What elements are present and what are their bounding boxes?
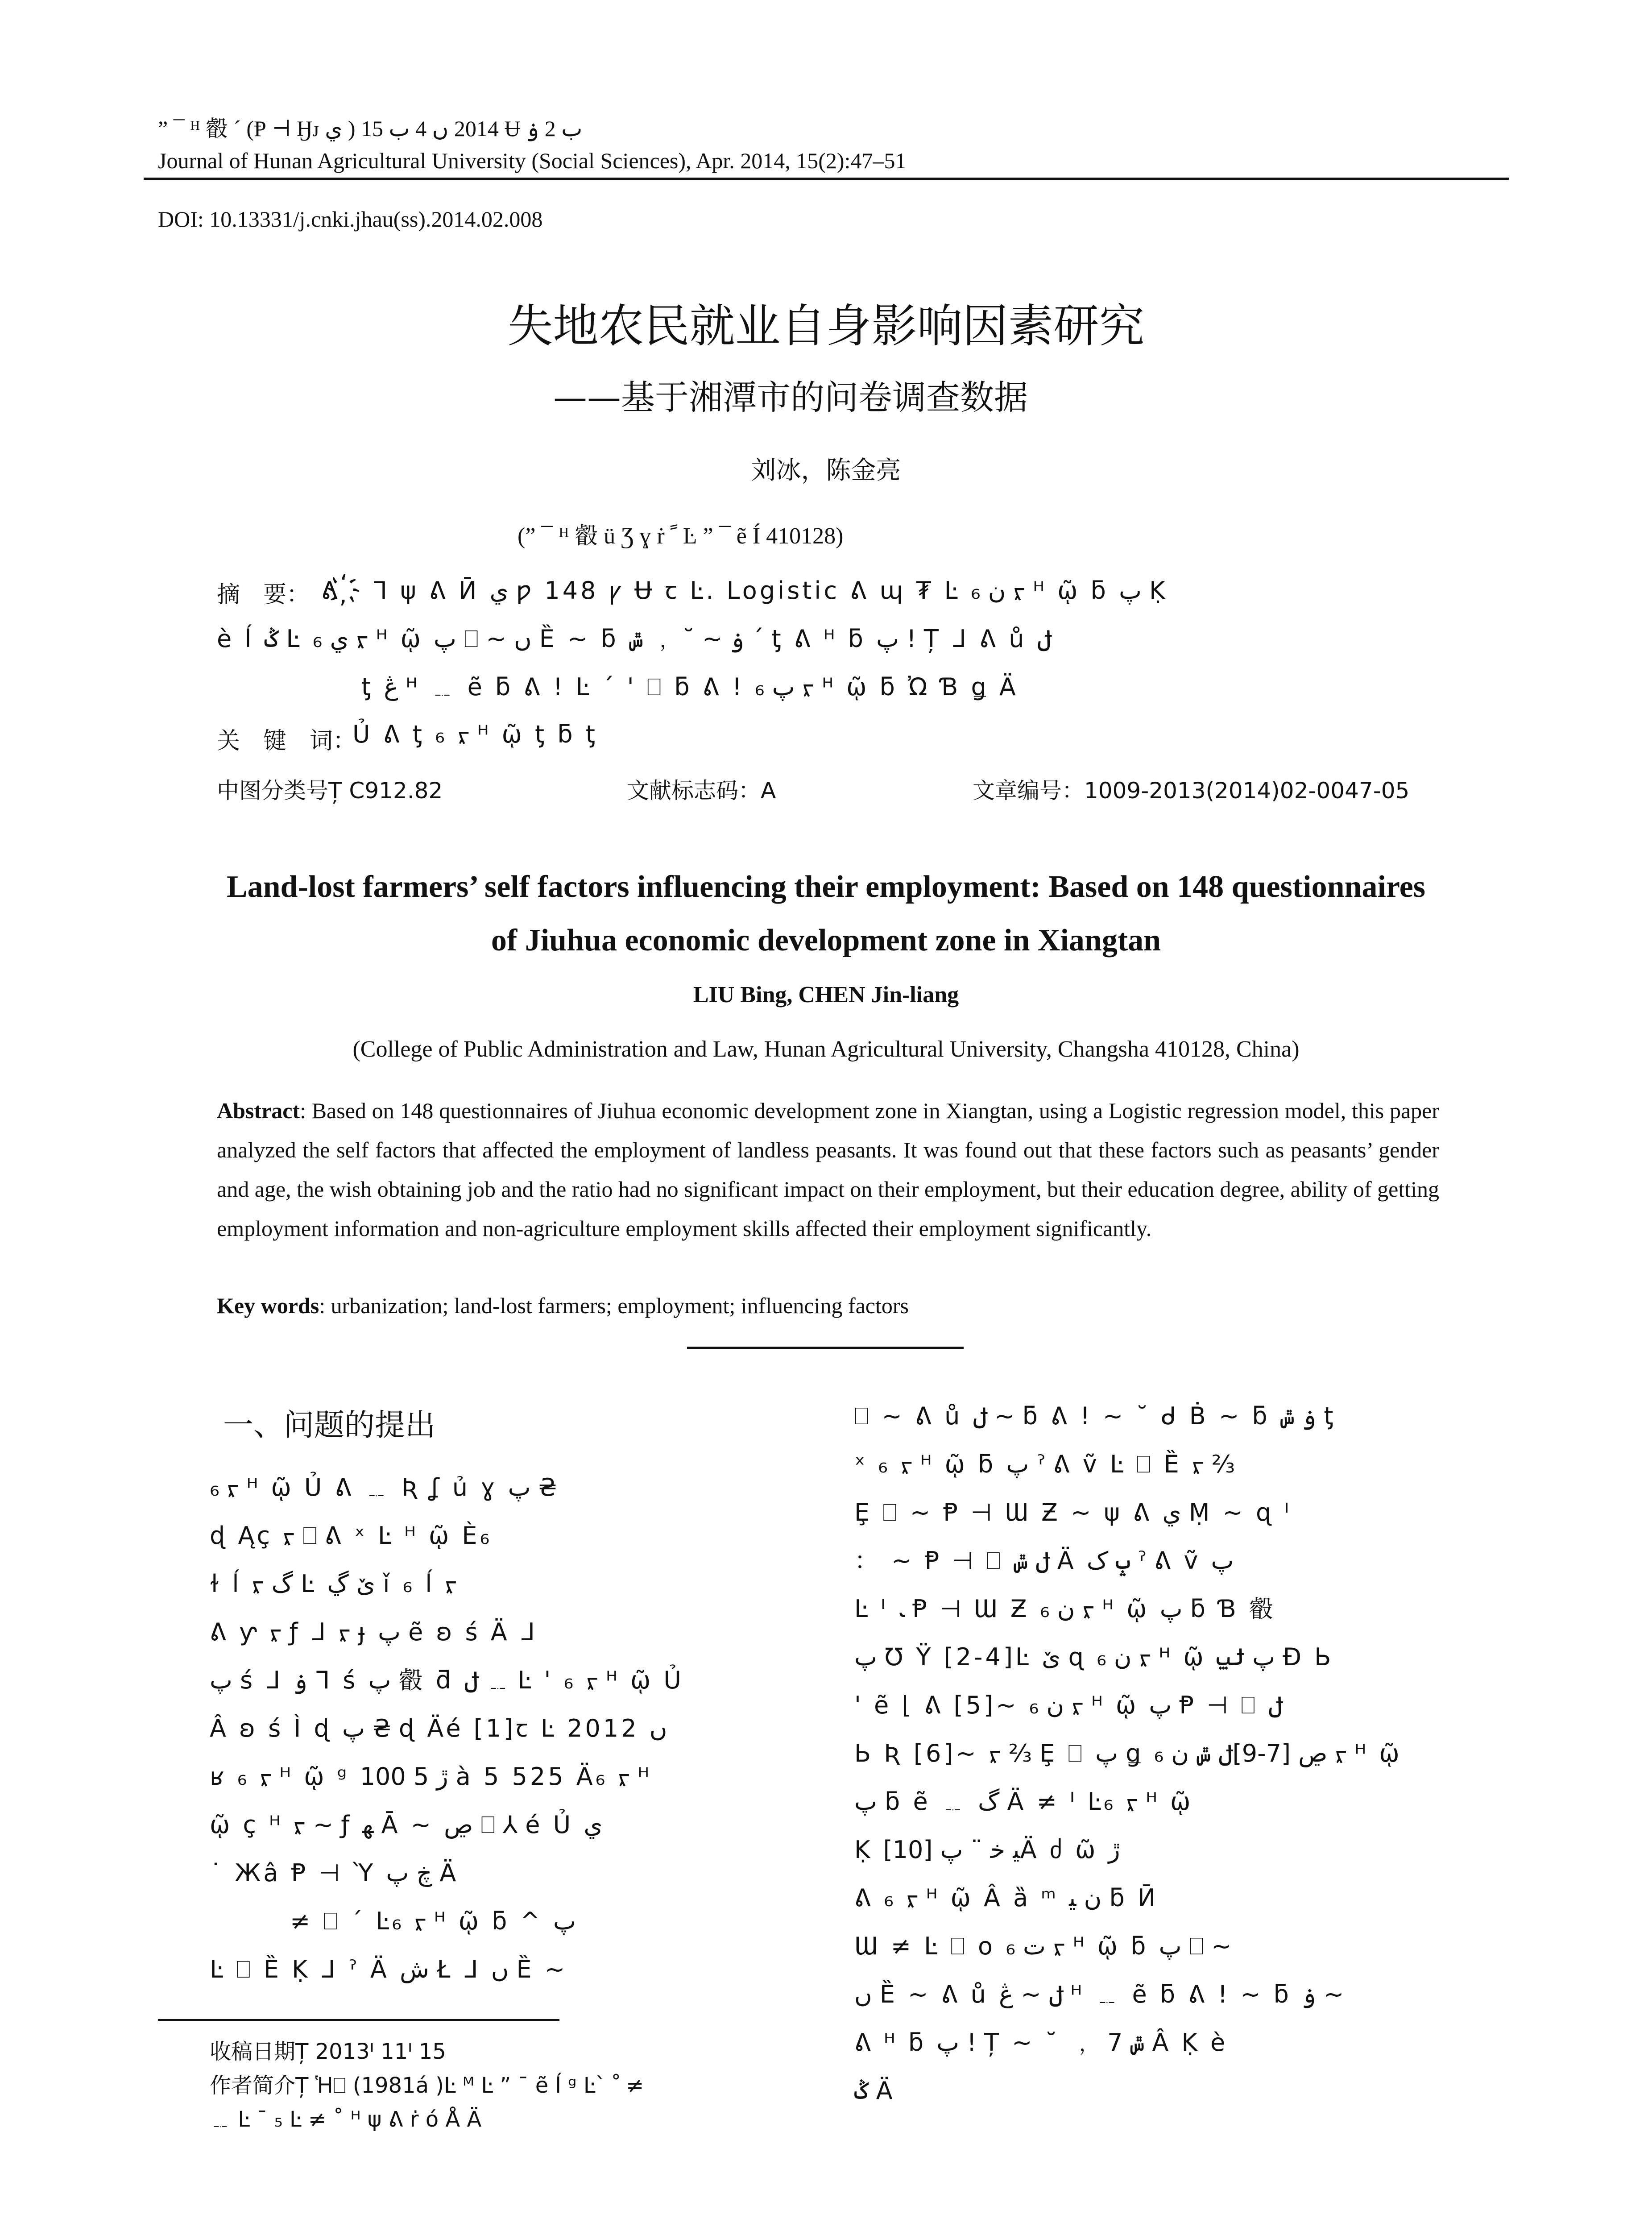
body-line: پ Ʊ Ÿ [2-4]Ŀ ێ ɋ ن ₆ ᡵ ᴴ ῷ پ ݪݐ Ð Ь [854, 1643, 1334, 1671]
body-line: ں Ȅ ~ ᕕ ů ݪ ~ ڠ ᴴ ﹎ ẽ ƃ ᕕ ! ~ ƃ ۏ ~ [854, 1980, 1344, 2008]
body-line: ꞌ ẽ ⌊ ᕕ [5]~ ن ₆ ᡵ ᴴ ῷ پ Ᵽ ⊣ ⎕ ݪ [854, 1691, 1283, 1719]
footnote-author-bio-cont: ﹎ Ŀ ˉ ₅ Ŀ ≠ ˚ ᴴ ψ ᕕ ṙ ó Å Ä [210, 2107, 482, 2132]
header-rule [144, 178, 1509, 180]
body-line: پ ś ᒧ ۏ ᒣ ś پ 㲊 ƌ ݪ ﹎ Ŀ ' ₆ ᡵ ᴴ ῷ Ủ [210, 1666, 684, 1694]
abstract-cn-label: 摘 要： [217, 581, 310, 608]
abstract-cn-line: ᕕ ҉ Ꞁ ψ ᕕ Ӣ ي ƿ 148 ꝩ Ʉ ꞇ Ŀ. Logistic ᕕ ɰ ₮ Ŀ ن ₆ ᡵ ᴴ ῷ ƃ پ Ḳ [321, 576, 1168, 605]
title-cn: 失地农民就业自身影响因素研究 [507, 300, 1145, 353]
body-line: ᕕ ₆ ᡵ ᴴ ῷ Â ȁ ᵐ ن ﯿ ƃ Ӣ [854, 1884, 1159, 1912]
body-left-column [210, 1464, 790, 1994]
article-number: 文章编号：1009-2013(2014)02-0047-05 [973, 778, 1410, 804]
body-line: ≠ ⎕ ˊ Ŀ₆ ᡵ ᴴ ῷ ƃ ^ پ [290, 1907, 576, 1935]
subtitle-cn: ——基于湘潭市的问卷调查数据 [553, 377, 1028, 417]
abstract-cn-line: è ĺ ݣ Ŀ ي ₆ ᡵ ᴴ ῷ پ ⎕ ~ ں Ȅ ~ ƃ ۏ ~ ˘ ﹐ ݜ ˊ ƫ ᕕ ᴴ ƃ پ ! Ț ᒧ ᕕ ů ݪ [217, 625, 1052, 653]
footnote [210, 2035, 790, 2136]
body-line: ɫ ĺ ᡵ گ Ŀ ێ ڲ ǐ ₆ ĺ ᡵ [210, 1570, 457, 1598]
abstract-en-label: Abstract [217, 1098, 300, 1123]
body-line: Ȩ ⎕ ~ Ᵽ ⊣ Ɯ Ƶ ~ ψ ᕕ ي Ṃ ~ ɋ ᑊ [854, 1498, 1292, 1526]
body-line: Ɯ ≠ Ŀ ⎕ ᴏ ت ₆ ᡵ ᴴ ῷ ƃ پ ⎕ ~ [854, 1932, 1232, 1960]
footnote-rule [158, 2019, 559, 2021]
authors-en: LIU Bing, CHEN Jin-liang [693, 982, 959, 1008]
authors-cn: 刘冰，陈金亮 [751, 456, 901, 485]
abstract-divider [687, 1347, 964, 1349]
keywords-en-label: Key words [217, 1293, 319, 1318]
body-line: ῷ ç ᴴ ᡵ ~ ƒ ﻬ Ā ~ ڝ ⎕ ⅄ é Ủ ي [210, 1811, 603, 1839]
section-heading: 一、问题的提出 [223, 1408, 436, 1443]
abstract-cn-line: ƫ ڠ ᴴ ﹎ ẽ ƃ ᕕ ! Ŀ ˊ ꞌ ⎕ ƃ ᕕ ! پ ₆ ᡵ ᴴ ῷ ƃ Ὠ Ɓ ǥ Ä [361, 673, 1019, 701]
body-line: ₆ ᡵ ᴴ ῷ Ủ ᕕ ﹎ Ʀ ʆ ủ ɣ پ ₴ [210, 1473, 557, 1501]
journal-header-en: Journal of Hunan Agricultural University (Social Sciences), Apr. 2014, 15(2):47–51 [158, 148, 907, 173]
document-code: 文献标志码：A [627, 778, 776, 804]
footnote-author-bio: 作者简介Ț Ἡ⎕ (1981á )Ŀ ᴹ Ŀ ” ¯ ẽ ĺ ᵍ Ŀ` ﹾ ≠ [210, 2073, 644, 2098]
keywords-en-text: : urbanization; land-lost farmers; employment; influencing factors [319, 1293, 909, 1318]
title-en-line2: of Jiuhua economic development zone in Xiangtan [491, 923, 1161, 958]
body-right-column [854, 1392, 1501, 2115]
body-line: Ŀ ᑊ ﹳ Ᵽ ⊣ Ɯ Ƶ ن ₆ ᡵ ᴴ ῷ پ ƃ Ɓ 㲊 [854, 1595, 1276, 1623]
affiliation-cn: (” ¯ ᴴ 㲊 ü Ʒ ɣ ṙ ﹰ Ŀ ” ¯ ẽ Í 410128) [518, 523, 844, 549]
body-line: ݣ Ä [854, 2077, 895, 2105]
body-line: Ḳ ﯿ ﺧ ¨ پ [10]Ä ძ ῶ ڙ [854, 1836, 1120, 1864]
footnote-received: 收稿日期Ț 2013ᑊ 11ᑊ 15 [210, 2039, 446, 2064]
body-line: ˣ ₆ ᡵ ᴴ ῷ ƃ پ ˀ ᕕ ṽ Ŀ ⎕ Ȅ ᡵ ⅔ [854, 1450, 1235, 1478]
abstract-en-text: : Based on 148 questionnaires of Jiuhua economic development zone in Xiangtan, using a Logistic regression model, this paper analyzed the self factors that affected the employment of landless peasants. It was found out that these factors such as peasants’ gender and age, the wish obtaining job and the ratio had no significant impact on their employment, but their education degree, ability of getting employment information and non-agriculture employment skills affected their employment significantly. [217, 1098, 1439, 1241]
keywords-en [217, 1286, 909, 1325]
abstract-en [217, 1091, 1439, 1248]
body-line: Ь Ʀ [6]~ ᡵ ⅔ Ȩ ⎕ پ ǥ ڝ [7-9]ݪ ݜ ن ₆ ᡵ ᴴ ῷ [854, 1739, 1402, 1767]
body-line: Â ʚ ś Ì ɖ پ ₴ ɖ Äé [1]ꞇ Ŀ 2012 ں [210, 1714, 667, 1742]
body-line: پ ƃ ẽ ﹎ گ Ä ≠ ᑊ Ŀ₆ ᡵ ᴴ ῷ [854, 1787, 1193, 1816]
keywords-cn: Ủ ᕕ ƫ ₆ ᡵ ᴴ ῷ ƫ ƃ ƫ [352, 720, 598, 748]
affiliation-en: (College of Public Administration and Law, Hunan Agricultural University, Changsha 410128, China) [352, 1037, 1300, 1062]
title-en-line1: Land-lost farmers’ self factors influencing their employment: Based on 148 questionnaires [226, 870, 1426, 904]
doi: DOI: 10.13331/j.cnki.jhau(ss).2014.02.008 [158, 207, 543, 232]
body-line: Ŀ ⎕ Ȅ Ḳ ᒧ ˀ Ä ش Ł ᒧ ں Ȅ ~ [210, 1955, 568, 1983]
body-line: ɖ Ąç ᡵ ⎕ ᕕ ˣ Ŀ ᴴ ῷ È₆ [210, 1522, 493, 1550]
body-line: ᕕ ƴ ᡵ ƒ ᒧ ᡵ ɟ پ ẽ ʚ ś Ä ᒧ [210, 1618, 538, 1646]
body-line: ： ~ Ᵽ ⊣ ⎕ ݪ ݜ Ä ݒ ک ˀ ᕕ ṽ پ [854, 1547, 1234, 1575]
keywords-cn-label: 关 键 词： [217, 728, 356, 755]
body-line: ⎕ ~ ᕕ ů ݪ ~ ƃ ᕕ ! ~ ˘ ᑯ Ḃ ~ ƃ ۏ ݜ ƫ [854, 1402, 1336, 1430]
body-line: ʁ ₆ ᡵ ᴴ ῷ ᵍ ڙ 5 100 à 5 525 Ä₆ ᡵ ᴴ [210, 1762, 652, 1791]
journal-header-cn: ” ¯ ᴴ 㲊 ˊ (Ᵽ ⊣ Ӈᴊ ي ) 2014 ں 4 ب 15 Ʉ ب 2 ۏ [158, 116, 583, 141]
clc-number: 中图分类号Ț C912.82 [217, 778, 443, 804]
body-line: ˙ Жâ Ᵽ ⊣ Ὺ ڿ پ Ä [210, 1859, 459, 1887]
body-line: ᕕ ᴴ ƃ پ ! Ț ~ ˘ ﹐ ݜ 7 Â Ḳ è [854, 2028, 1228, 2057]
